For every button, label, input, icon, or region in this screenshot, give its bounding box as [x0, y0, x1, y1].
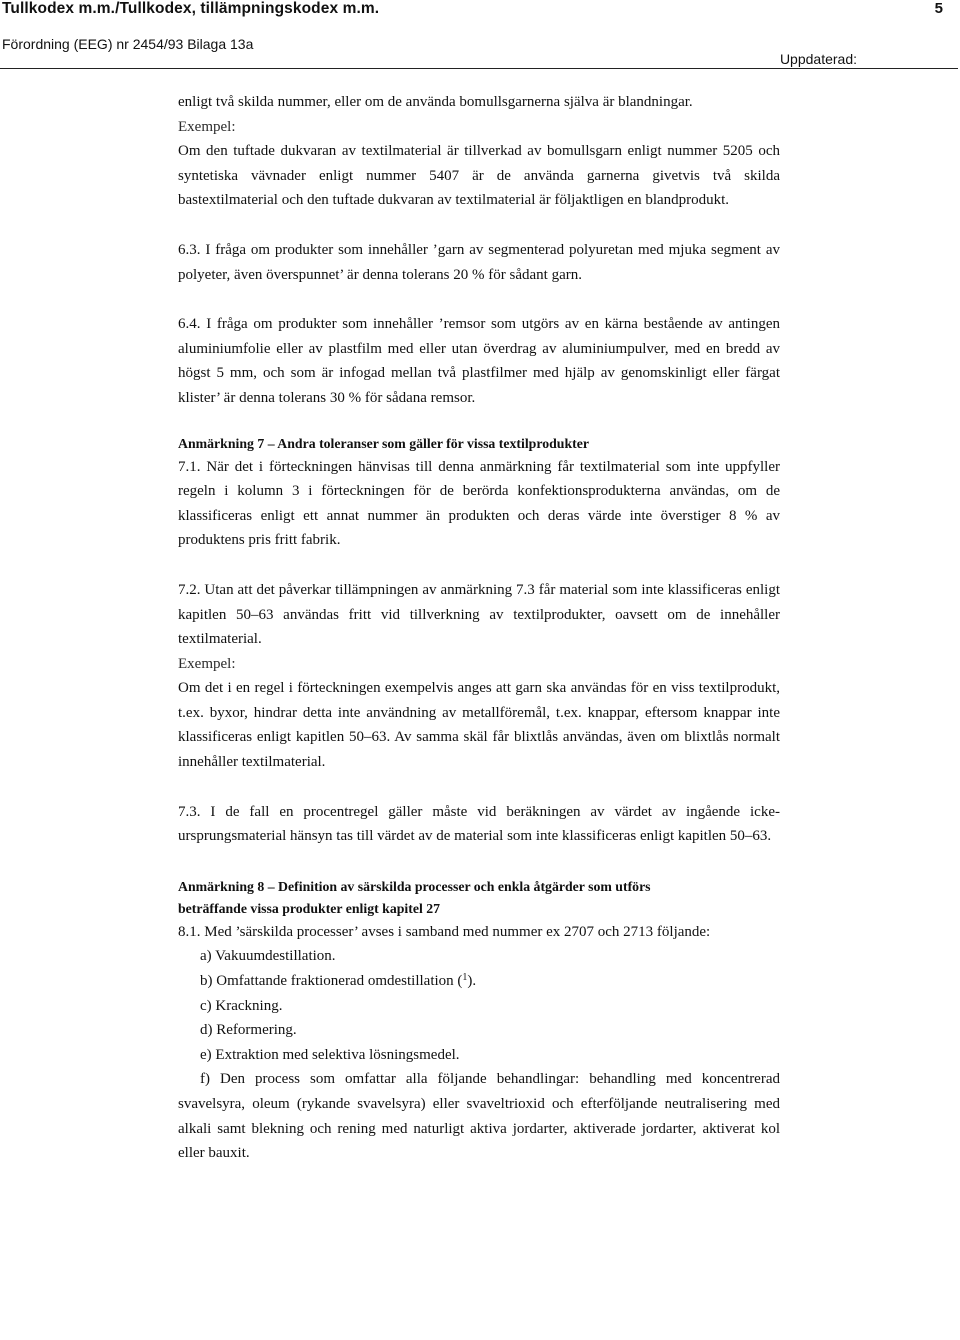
- note-7-heading: Anmärkning 7 – Andra toleranser som gäller för vissa textilprodukter: [178, 435, 589, 451]
- updated-label: Uppdaterad:: [779, 51, 857, 67]
- header-divider: [0, 68, 958, 69]
- page-number: 5: [934, 0, 943, 17]
- example-text: Om den tuftade dukvaran av textilmaterial är tillverkad av bomullsgarn enligt nummer 5205 och syntetiska vävnader enligt nummer 5407 är de använda garnerna givetvis två skilda bastextilmaterial och den tuftade dukvaran av textilmaterial är följaktligen en blandprodukt.: [178, 143, 780, 209]
- paragraph-7-1: 7.1. När det i förteckningen hänvisas till denna anmärkning får textilmaterial som inte uppfyller regeln i kolumn 3 i förteckningen för de berörda konfektionsprodukterna användas, om de klassificeras enligt ett annat nummer än produkten och deras värde inte överstiger 8 % av produktens pris fritt fabrik.: [178, 458, 780, 549]
- list-item-f: f) Den process som omfattar alla följande behandlingar: behandling med koncentrerad svavelsyra, oleum (rykande svavelsyra) eller svaveltrioxid och efterföljande neutralisering med alkali samt blekning och rening med naturligt aktiva jordarter, aktiverade jordarter, aktiverat kol eller bauxit.: [178, 1071, 780, 1162]
- note-8-heading: Anmärkning 8 – Definition av särskilda processer och enkla åtgärder som utförs: [178, 878, 651, 894]
- process-list: [178, 944, 780, 1067]
- header-title: Tullkodex m.m./Tullkodex, tillämpningskodex m.m.: [2, 0, 380, 17]
- list-item: a) Vakuumdestillation.: [200, 948, 336, 965]
- example-text: Om det i en regel i förteckningen exempelvis anges att garn ska användas för en viss textilprodukt, t.ex. byxor, hindrar detta inte användning av metallföremål, t.ex. knappar, eftersom knappar inte klassificeras enligt kapitlen 50–63. Av samma skäl får blixtlås användas, även om blixtlås normalt innehåller textilmaterial.: [178, 680, 780, 771]
- example-label: Exempel:: [178, 655, 236, 672]
- example-label: Exempel:: [178, 118, 236, 135]
- paragraph-6-4: 6.4. I fråga om produkter som innehåller ’remsor som utgörs av en kärna bestående av antingen aluminiumfolie eller av plastfilm med eller utan överdrag av aluminiumpulver, med en bredd av högst 5 mm, och som är infogad mellan två plastfilmer med hjälp av genomskinligt eller färgat klister’ är denna tolerans 30 % för sådana remsor.: [178, 316, 780, 406]
- paragraph-intro: enligt två skilda nummer, eller om de använda bomullsgarnerna själva är blandningar.: [178, 94, 693, 110]
- list-item: d) Reformering.: [200, 1022, 297, 1039]
- document-body: [178, 90, 780, 1166]
- page-header: [0, 0, 960, 68]
- list-item: e) Extraktion med selektiva lösningsmedel.: [200, 1046, 460, 1063]
- list-item: c) Krackning.: [200, 997, 283, 1014]
- footnote-ref: 1: [462, 972, 468, 984]
- paragraph-7-3: 7.3. I de fall en procentregel gäller måste vid beräkningen av värdet av ingående icke-ursprungsmaterial hänsyn tas till värdet av de material som inte klassificeras enligt kapitlen 50–63.: [178, 803, 780, 845]
- list-item: b) Omfattande fraktionerad omdestillation ($^1$).: [200, 972, 477, 990]
- header-subtitle: Förordning (EEG) nr 2454/93 Bilaga 13a: [2, 36, 254, 52]
- paragraph-6-3: 6.3. I fråga om produkter som innehåller ’garn av segmenterad polyuretan med mjuka segment av polyeter, även överspunnet’ är denna tolerans 20 % för sådant garn.: [178, 241, 780, 283]
- paragraph-7-2: 7.2. Utan att det påverkar tillämpningen av anmärkning 7.3 får material som inte klassificeras enligt kapitlen 50–63 användas fritt vid tillverkning av textilprodukter, oavsett om de innehåller textilmaterial.: [178, 581, 780, 648]
- paragraph-8-1: 8.1. Med ’särskilda processer’ avses i samband med nummer ex 2707 och 2713 följande:: [178, 923, 711, 940]
- note-8-heading-cont: beträffande vissa produkter enligt kapitel 27: [178, 900, 441, 916]
